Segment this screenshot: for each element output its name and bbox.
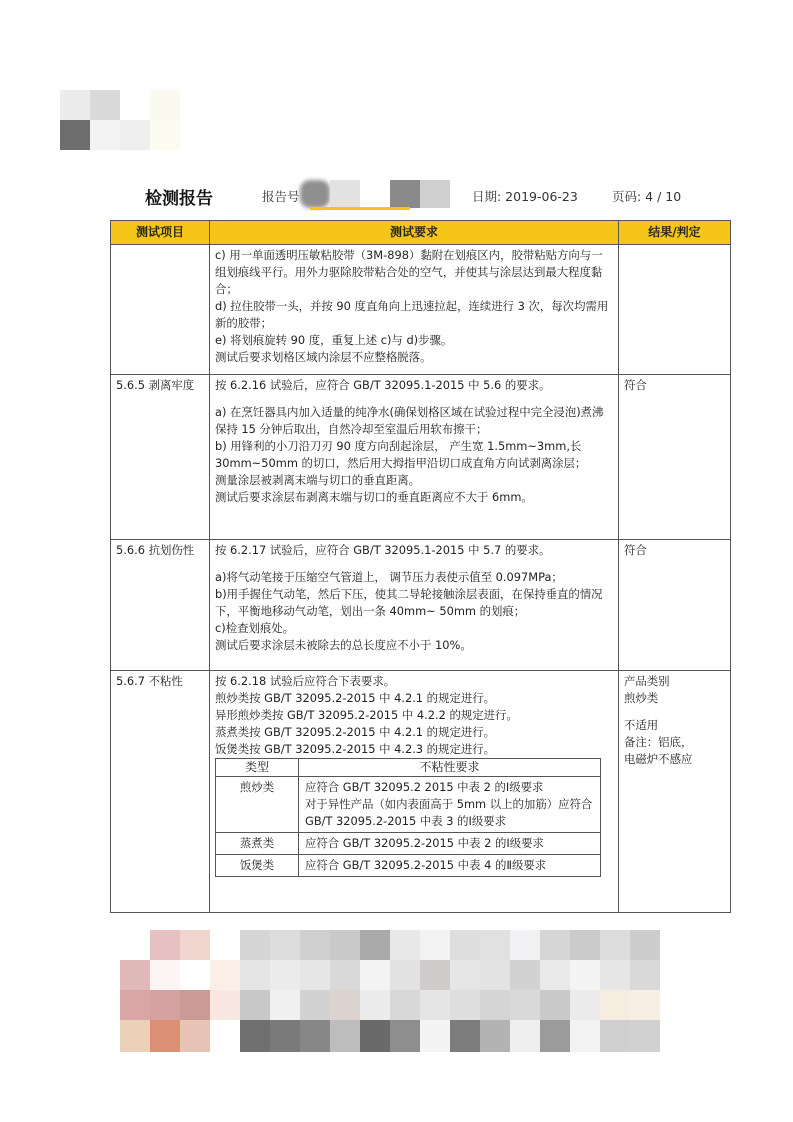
redacted-report-number	[300, 180, 455, 210]
column-header-result: 结果/判定	[619, 221, 731, 245]
requirement-cell	[210, 245, 619, 375]
requirement-text: 蒸煮类按 GB/T 32095.2-2015 中 4.2.1 的规定进行。	[215, 725, 496, 739]
requirement-text: 测量涂层被剥离末端与切口的垂直距离。	[215, 473, 421, 487]
inner-row	[216, 855, 601, 877]
requirement-text: a)将气动笔接于压缩空气管道上， 调节压力表使示值至 0.097MPa；	[215, 570, 563, 584]
requirement-text: e) 将划痕旋转 90 度，重复上述 c)与 d)步骤。	[215, 333, 453, 347]
inner-type-cell: 蒸煮类	[216, 833, 299, 855]
requirement-text: 按 6.2.16 试验后，应符合 GB/T 32095.1-2015 中 5.6 的要求。	[215, 378, 551, 392]
requirement-text: b) 用锋利的小刀沿刀刃 90 度方向刮起涂层， 产生宽 1.5mm~3mm,长 30mm~50mm 的切口，然后用大拇指甲沿切口成直角方向试剥离涂层；	[215, 439, 587, 470]
report-date: 日期: 2019-06-23	[472, 189, 578, 204]
item-cell: 5.6.6 抗划伤性	[111, 540, 210, 671]
inner-requirement-text: 应符合 GB/T 32095.2-2015 中表 4 的Ⅱ级要求	[305, 858, 547, 872]
requirement-cell	[210, 671, 619, 913]
requirement-text: 测试后要求划格区域内涂层不应整格脱落。	[215, 350, 432, 364]
redacted-logo-mosaic	[60, 90, 185, 160]
inner-requirement-cell	[299, 855, 601, 877]
inner-requirement-text: 应符合 GB/T 32095.2-2015 中表 2 的Ⅰ级要求	[305, 836, 544, 850]
inner-type-cell: 饭煲类	[216, 855, 299, 877]
requirement-cell	[210, 540, 619, 671]
requirement-text: 测试后要求涂层未被除去的总长度应不小于 10%。	[215, 638, 472, 652]
requirement-text: 饭煲类按 GB/T 32095.2-2015 中 4.2.3 的规定进行。	[215, 742, 496, 756]
item-cell	[111, 245, 210, 375]
result-text: 备注：铝底，	[624, 735, 693, 749]
result-text: 符合	[624, 543, 647, 557]
inner-header-type: 类型	[216, 759, 299, 777]
result-text: 符合	[624, 378, 647, 392]
requirement-text: 按 6.2.17 试验后，应符合 GB/T 32095.1-2015 中 5.7 的要求。	[215, 543, 551, 557]
item-cell: 5.6.5 剥离牢度	[111, 375, 210, 540]
requirement-text: 按 6.2.18 试验后应符合下表要求。	[215, 674, 396, 688]
inner-requirement-text: 对于异性产品（如内表面高于 5mm 以上的加筋）应符合 GB/T 32095.2-2015 中表 3 的Ⅰ级要求	[305, 797, 593, 828]
result-cell	[619, 671, 731, 913]
inner-header-row	[216, 759, 601, 777]
inner-row	[216, 833, 601, 855]
item-cell: 5.6.7 不粘性	[111, 671, 210, 913]
result-cell	[619, 245, 731, 375]
result-text: 电磁炉不感应	[624, 752, 693, 766]
requirement-text: c) 用一单面透明压敏粘胶带（3M-898）黏附在划痕区内，胶带粘贴方向与一组划痕线平行。用外力驱除胶带粘合处的空气，并使其与涂层达到最大程度黏合；	[215, 248, 603, 296]
result-cell	[619, 375, 731, 540]
result-text: 煎炒类	[624, 691, 659, 705]
inner-header-requirement: 不粘性要求	[299, 759, 601, 777]
requirement-text: b)用手握住气动笔，然后下压，使其二导轮接触涂层表面，在保持垂直的情况下，平衡地移动气动笔，划出一条 40mm~ 50mm 的划痕；	[215, 587, 603, 618]
test-table	[110, 220, 731, 913]
page-number: 页码: 4 / 10	[612, 189, 682, 204]
table-row	[111, 671, 731, 913]
inner-requirement-text: 应符合 GB/T 32095.2 2015 中表 2 的Ⅰ级要求	[305, 780, 544, 794]
inner-row	[216, 777, 601, 833]
nonstick-requirement-table	[215, 758, 601, 877]
requirement-text: 测试后要求涂层布剥离末端与切口的垂直距离应不大于 6mm。	[215, 490, 533, 504]
column-header-item: 测试项目	[111, 221, 210, 245]
requirement-text: c)检查划痕处。	[215, 621, 295, 635]
redacted-footer-mosaic	[120, 930, 660, 1052]
column-header-requirement: 测试要求	[210, 221, 619, 245]
report-number-label: 报告号	[262, 189, 300, 204]
result-cell	[619, 540, 731, 671]
result-text: 产品类别	[624, 674, 670, 688]
requirement-text: d) 拉住胶带一头，并按 90 度直角向上迅速拉起，连续进行 3 次，每次均需用新的胶带；	[215, 299, 609, 330]
table-row	[111, 245, 731, 375]
inner-type-cell: 煎炒类	[216, 777, 299, 833]
requirement-cell	[210, 375, 619, 540]
result-text: 不适用	[624, 718, 659, 732]
requirement-text: a) 在烹饪器具内加入适量的纯净水(确保划格区域在试验过程中完全浸泡)煮沸保持 15 分钟后取出，自然冷却至室温后用软布擦干；	[215, 405, 604, 436]
report-title: 检测报告	[145, 189, 213, 209]
inner-requirement-cell	[299, 777, 601, 833]
inner-requirement-cell	[299, 833, 601, 855]
requirement-text: 异形煎炒类按 GB/T 32095.2-2015 中 4.2.2 的规定进行。	[215, 708, 518, 722]
table-row	[111, 375, 731, 540]
requirement-text: 煎炒类按 GB/T 32095.2-2015 中 4.2.1 的规定进行。	[215, 691, 496, 705]
table-row	[111, 540, 731, 671]
